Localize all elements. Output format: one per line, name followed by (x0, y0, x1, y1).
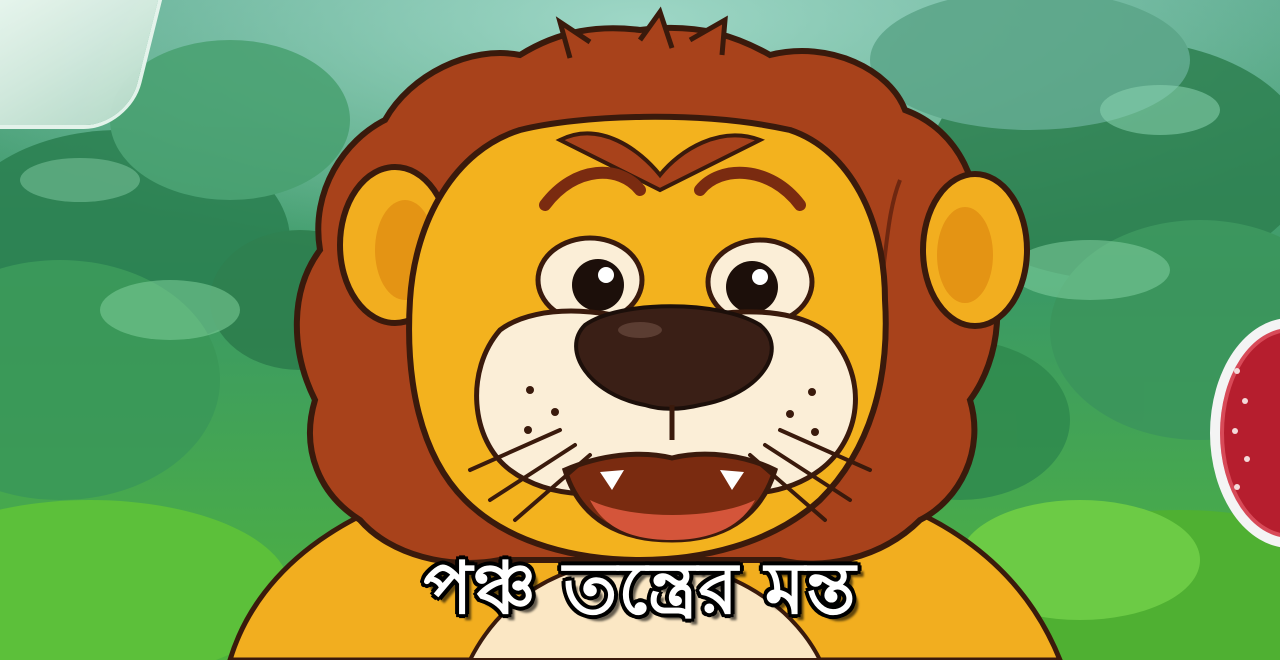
right-ear (923, 174, 1027, 326)
title-caption: পঞ্চ তন্ত্রের মন্ত (423, 546, 857, 630)
